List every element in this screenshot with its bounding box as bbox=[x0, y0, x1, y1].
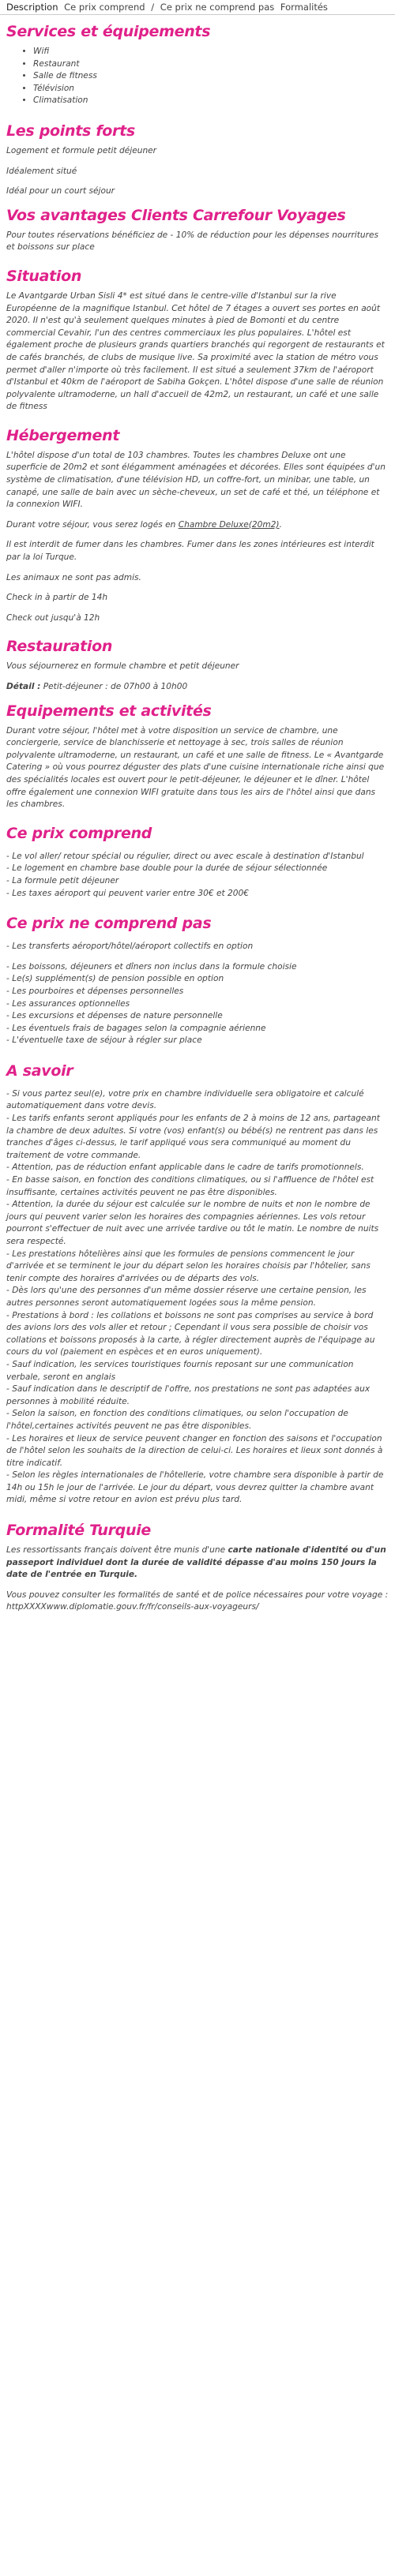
hebergement-text: L'hôtel dispose d'un total de 103 chambres. Toutes les chambres Deluxe ont une superficie de 20m2 et sont élégamment aménagées et décorées. Elles sont équipées d'un système de climatisation, d'une télévision HD, un coffre-fort, un minibar, une table, un canapé, une salle de bain avec un sèche-cheveux, un set de café et thé, un téléphone et la connexion WIFI. bbox=[6, 450, 386, 510]
restauration-text: Vous séjournerez en formule chambre et petit déjeuner bbox=[6, 661, 239, 672]
formalite-bold: carte nationale d'identité ou d'un passeport individuel dont la durée de validité dépasse d'au moins 150 jours la date de l'entrée en Turquie. bbox=[6, 1545, 386, 1580]
list-item: - Les transferts aéroport/hôtel/aéroport collectifs en option bbox=[6, 942, 254, 952]
prix-comprend-heading: Ce prix comprend bbox=[6, 824, 152, 842]
equipements-text: Durant votre séjour, l'hôtel met à votre disposition un service de chambre, une conciergerie, service de blanchisserie et nettoyage à sec, trois salles de réunion polyvalente ultramoderne, un restaurant, un café et une salle de fitness. Le « Avantgarde Catering » où vous pourrez déguster des plats d'une cuisine internationale riche ainsi que des spécialités locales est ouvert pour le petit-déjeuner, le déjeuner et le dîner. L'hôtel offre également une connexion WIFI gratuite dans tous les airs de l'hôtel ainsi que dans les chambres. bbox=[6, 725, 385, 810]
avantages-heading: Vos avantages Clients Carrefour Voyages bbox=[6, 206, 346, 224]
services-list bbox=[6, 46, 389, 107]
list-item: - La formule petit déjeuner bbox=[6, 875, 119, 886]
avantages-text: Pour toutes réservations bénéficiez de - 10% de réduction pour les dépenses nourritures et boissons sur place bbox=[6, 230, 379, 253]
room-text-suffix: . bbox=[279, 519, 282, 530]
tab-prix-comprend[interactable]: Ce prix comprend bbox=[64, 2, 145, 13]
description-content bbox=[0, 22, 395, 1622]
hebergement-heading: Hébergement bbox=[6, 426, 120, 444]
situation-heading: Situation bbox=[6, 267, 82, 285]
formalite-text bbox=[6, 1544, 389, 1582]
points-forts-heading: Les points forts bbox=[6, 122, 135, 140]
prix-ne-comprend-heading: Ce prix ne comprend pas bbox=[6, 915, 212, 933]
check-in: Check in à partir de 14h bbox=[6, 593, 108, 603]
list-item: - Le(s) supplément(s) de pension possible en option bbox=[6, 974, 224, 984]
room-text-prefix: Durant votre séjour, vous serez logés en bbox=[6, 519, 179, 530]
list-item: - Le vol aller/ retour spécial ou régulier, direct ou avec escale à destination d'Istanbul bbox=[6, 851, 364, 861]
services-item: • Wifi bbox=[33, 46, 389, 58]
list-item: - L'éventuelle taxe de séjour à régler sur place bbox=[6, 1035, 202, 1046]
smoking-policy: Il est interdit de fumer dans les chambres. Fumer dans les zones intérieures est interdit par la loi Turque. bbox=[6, 540, 374, 563]
services-item: • Télévision bbox=[33, 83, 389, 95]
tab-description[interactable]: Description bbox=[6, 2, 58, 13]
services-item: • Salle de fitness bbox=[33, 70, 389, 83]
restauration-detail bbox=[6, 681, 389, 694]
points-forts-item: Logement et formule petit déjeuner bbox=[6, 145, 157, 155]
formalite-heading: Formalité Turquie bbox=[6, 1522, 151, 1540]
services-item: • Climatisation bbox=[33, 95, 389, 107]
equipements-heading: Equipements et activités bbox=[6, 702, 212, 720]
detail-label: Détail : bbox=[6, 682, 41, 691]
formalite-prefix: Les ressortissants français doivent être munis d'une bbox=[6, 1545, 228, 1556]
services-heading: Services et équipements bbox=[6, 23, 211, 40]
situation-text: Le Avantgarde Urban Sisli 4* est situé dans le centre-ville d'Istanbul sur la rive Européenne de la magnifique Istanbul. Cet hôtel de 7 étages a ouvert ses portes en août 2020. Il n'est qu'à seulement quelques minutes à pied de Bomonti et du centre commercial Cevahir, l'un des centres commerciaux les plus populaires. L'hôtel est également proche de plusieurs grands quartiers branchés qui regorgent de restaurants et de cafés branchés, de clubs de musique live. Sa proximité avec la station de métro vous permet d'aller n'importe où très facilement. Il est situé a seulement 37km de l'aéroport d'Istanbul et 40km de l'aéroport de Sabiha Gokçen. L'hôtel dispose d'une salle de réunion polyvalente ultramoderne, un hall d'accueil de 42m2, un restaurant, un café et une salle de fitness bbox=[6, 290, 385, 412]
list-item: - Les boissons, déjeuners et dîners non inclus dans la formule choisie bbox=[6, 961, 297, 972]
pets-policy: Les animaux ne sont pas admis. bbox=[6, 572, 141, 582]
points-forts-item: Idéal pour un court séjour bbox=[6, 186, 115, 197]
hebergement-room bbox=[6, 519, 389, 532]
tab-bar bbox=[0, 0, 395, 15]
prix-comprend-list bbox=[6, 851, 389, 900]
check-out: Check out jusqu'à 12h bbox=[6, 612, 100, 623]
list-item: - Les pourboires et dépenses personnelles bbox=[6, 986, 184, 996]
restauration-heading: Restauration bbox=[6, 638, 113, 656]
services-item: • Restaurant bbox=[33, 58, 389, 71]
list-item: - Les assurances optionnelles bbox=[6, 998, 130, 1009]
a-savoir-text: - Si vous partez seul(e), votre prix en chambre individuelle sera obligatoire et calculé automatiquement dans votre devis. - Les tarifs enfants seront appliqués pour les enfants de 2 à moins de 12 ans, partageant la chambre de deux adultes. Si votre (vos) enfant(s) ou bébé(s) ne rentrent pas dans les tranches d'âges ci-dessus, le tarif appliqué vous sera communiqué au moment du traitement de votre commande. - Attention, pas de réduction enfant applicable dans le cadre de tarifs promotionnels. - En basse saison, en fonction des conditions climatiques, ou si l'affluence de l'hôtel est insuffisante, certaines activités peuvent ne pas être disponibles. - Attention, la durée du séjour est calculée sur le nombre de nuits et non le nombre de jours qui peuvent varier selon les horaires des compagnies aériennes. Les vols retour pourront s'effectuer de nuit avec une arrivée tardive ou tôt le matin. Le nombre de nuits sera respecté. - Les prestations hôtelières ainsi que les formules de pensions commencent le jour d'arrivée et se terminent le jour du départ selon les horaires choisis par l'hôtelier, sans tenir compte des horaires d'arrivées ou de départs des vols. - Dès lors qu'une des personnes d'un même dossier réserve une certaine pension, les autres personnes seront automatiquement logées sous la même pension. - Prestations à bord : les collations et boissons ne sont pas comprises au service à bord des avions lors des vols aller et retour ; Cependant il vous sera possible de choisir vos collations et boissons proposés à la carte, à régler directement auprès de l'équipage au cours du vol (paiement en espèces et en euros uniquement). - Sauf indication, les services touristiques fournis reposant sur une communication verbale, seront en anglais - Sauf indication dans le descriptif de l'offre, nos prestations ne sont pas adaptées aux personnes à mobilité réduite. - Selon la saison, en fonction des conditions climatiques, ou selon l'occupation de l'hôtel,certaines activités peuvent ne pas être disponibles. - Les horaires et lieux de service peuvent changer en fonction des saisons et l'occupation de l'hôtel selon les souhaits de la direction de celui-ci. Les horaires et lieux sont donnés à titre indicatif. - Selon les règles internationales de l'hôtellerie, votre chambre sera disponible à partir de 14h ou 15h le jour de l'arrivée. Le jour du départ, vous devrez quitter la chambre avant midi, même si votre retour en avion est prévu plus tard. bbox=[6, 1088, 384, 1505]
formalite-link-text: Vous pouvez consulter les formalités de santé et de police nécessaires pour votre voyage : httpXXXXwww.diplomatie.gouv.fr/fr/conseils-aux-voyageurs/ bbox=[6, 1589, 389, 1612]
detail-value: Petit-déjeuner : de 07h00 à 10h00 bbox=[40, 682, 188, 691]
prix-ne-comprend-list bbox=[6, 941, 389, 1047]
points-forts-item: Idéalement situé bbox=[6, 166, 77, 176]
tab-prix-ne-comprend[interactable]: Ce prix ne comprend pas bbox=[160, 2, 275, 13]
list-item: - Les taxes aéroport qui peuvent varier entre 30€ et 200€ bbox=[6, 888, 249, 898]
a-savoir-heading: A savoir bbox=[6, 1061, 73, 1080]
list-item: - Les excursions et dépenses de nature personnelle bbox=[6, 1011, 223, 1021]
tab-separator: / bbox=[151, 2, 155, 13]
tab-formalites[interactable]: Formalités bbox=[280, 2, 328, 13]
room-link[interactable]: Chambre Deluxe(20m2) bbox=[178, 519, 280, 530]
list-item: - Les éventuels frais de bagages selon la compagnie aérienne bbox=[6, 1023, 266, 1033]
list-item: - Le logement en chambre base double pour la durée de séjour sélectionnée bbox=[6, 863, 328, 874]
